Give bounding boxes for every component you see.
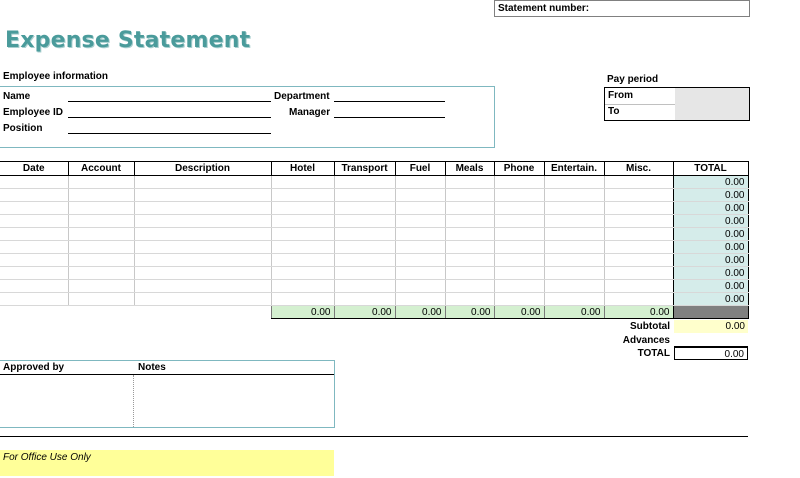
- row-total: 0.00: [673, 254, 748, 267]
- table-cell[interactable]: [334, 293, 395, 306]
- table-header-row: [0, 162, 748, 176]
- department-label: Department: [274, 91, 330, 102]
- table-cell[interactable]: [544, 202, 604, 215]
- table-cell[interactable]: [68, 189, 134, 202]
- column-header: Entertain.: [544, 162, 604, 176]
- table-cell[interactable]: [334, 228, 395, 241]
- table-cell[interactable]: [134, 280, 271, 293]
- page-title: Expense Statement: [5, 28, 251, 53]
- column-sums-row: [0, 306, 748, 319]
- table-cell[interactable]: [604, 267, 673, 280]
- table-cell[interactable]: [0, 176, 68, 189]
- table-cell[interactable]: [494, 215, 544, 228]
- table-cell[interactable]: [395, 202, 445, 215]
- table-cell[interactable]: [395, 267, 445, 280]
- table-row: [0, 267, 748, 280]
- table-cell[interactable]: [395, 280, 445, 293]
- blank-cell: [68, 306, 134, 319]
- column-sum: 0.00: [544, 306, 604, 319]
- blank-cell: [134, 306, 271, 319]
- table-cell[interactable]: [604, 280, 673, 293]
- table-cell[interactable]: [494, 176, 544, 189]
- table-cell[interactable]: [68, 280, 134, 293]
- table-cell[interactable]: [544, 254, 604, 267]
- table-cell[interactable]: [445, 176, 494, 189]
- table-cell[interactable]: [271, 215, 334, 228]
- table-cell[interactable]: [445, 280, 494, 293]
- table-cell[interactable]: [494, 202, 544, 215]
- table-cell[interactable]: [271, 176, 334, 189]
- column-sum: 0.00: [445, 306, 494, 319]
- table-cell[interactable]: [0, 241, 68, 254]
- table-cell[interactable]: [134, 228, 271, 241]
- table-cell[interactable]: [271, 293, 334, 306]
- table-cell[interactable]: [395, 293, 445, 306]
- table-cell[interactable]: [494, 254, 544, 267]
- table-cell[interactable]: [544, 189, 604, 202]
- table-cell[interactable]: [395, 254, 445, 267]
- employee-id-field[interactable]: [68, 117, 271, 118]
- column-sum: 0.00: [604, 306, 673, 319]
- table-cell[interactable]: [271, 241, 334, 254]
- table-cell[interactable]: [334, 189, 395, 202]
- table-cell[interactable]: [0, 267, 68, 280]
- table-cell[interactable]: [395, 241, 445, 254]
- table-cell[interactable]: [544, 215, 604, 228]
- table-cell[interactable]: [544, 241, 604, 254]
- pay-period-from-row: [605, 88, 749, 105]
- table-cell[interactable]: [271, 254, 334, 267]
- table-cell[interactable]: [334, 254, 395, 267]
- section-divider: [0, 436, 748, 437]
- row-total: 0.00: [673, 215, 748, 228]
- table-row: [0, 215, 748, 228]
- column-sum: 0.00: [395, 306, 445, 319]
- table-cell[interactable]: [68, 254, 134, 267]
- pay-period-heading: Pay period: [607, 74, 659, 85]
- table-cell[interactable]: [334, 280, 395, 293]
- table-row: [0, 254, 748, 267]
- notes-field[interactable]: [134, 375, 334, 427]
- table-row: [0, 189, 748, 202]
- employee-info-heading: Employee information: [3, 71, 109, 82]
- table-cell[interactable]: [134, 254, 271, 267]
- table-cell[interactable]: [544, 293, 604, 306]
- to-label: To: [608, 106, 620, 117]
- employee-info-box: [0, 86, 495, 148]
- table-cell[interactable]: [604, 254, 673, 267]
- position-field[interactable]: [68, 133, 271, 134]
- column-header: Description: [134, 162, 271, 176]
- office-use-label: For Office Use Only: [3, 452, 91, 463]
- table-cell[interactable]: [494, 267, 544, 280]
- table-cell[interactable]: [604, 202, 673, 215]
- row-total: 0.00: [673, 189, 748, 202]
- table-row: [0, 293, 748, 306]
- table-cell[interactable]: [604, 189, 673, 202]
- table-cell[interactable]: [445, 228, 494, 241]
- table-cell[interactable]: [445, 254, 494, 267]
- table-cell[interactable]: [271, 267, 334, 280]
- table-cell[interactable]: [68, 202, 134, 215]
- advances-field[interactable]: [674, 334, 748, 347]
- table-cell[interactable]: [0, 254, 68, 267]
- table-cell[interactable]: [134, 267, 271, 280]
- column-header: Hotel: [271, 162, 334, 176]
- table-cell[interactable]: [395, 189, 445, 202]
- table-cell[interactable]: [604, 215, 673, 228]
- table-cell[interactable]: [334, 215, 395, 228]
- grand-sum-cell: [673, 306, 748, 319]
- column-header: Fuel: [395, 162, 445, 176]
- table-cell[interactable]: [134, 176, 271, 189]
- table-cell[interactable]: [604, 228, 673, 241]
- table-cell[interactable]: [494, 293, 544, 306]
- table-cell[interactable]: [445, 267, 494, 280]
- table-cell[interactable]: [134, 215, 271, 228]
- table-cell[interactable]: [494, 228, 544, 241]
- table-cell[interactable]: [604, 176, 673, 189]
- table-cell[interactable]: [445, 241, 494, 254]
- name-field[interactable]: [68, 101, 271, 102]
- advances-label: Advances: [622, 335, 670, 346]
- row-total: 0.00: [673, 241, 748, 254]
- table-cell[interactable]: [395, 176, 445, 189]
- row-total: 0.00: [673, 202, 748, 215]
- subtotal-label: Subtotal: [630, 321, 670, 332]
- table-row: [0, 202, 748, 215]
- table-cell[interactable]: [134, 241, 271, 254]
- table-cell[interactable]: [134, 202, 271, 215]
- table-row: [0, 241, 748, 254]
- row-total: 0.00: [673, 293, 748, 306]
- table-cell[interactable]: [494, 189, 544, 202]
- table-cell[interactable]: [445, 215, 494, 228]
- column-header-total: TOTAL: [673, 162, 748, 176]
- blank-cell: [0, 306, 68, 319]
- manager-label: Manager: [289, 107, 331, 118]
- column-header: Misc.: [604, 162, 673, 176]
- to-field[interactable]: [675, 104, 749, 120]
- approved-by-label: Approved by: [3, 362, 65, 373]
- table-cell[interactable]: [445, 189, 494, 202]
- table-cell[interactable]: [445, 293, 494, 306]
- table-cell[interactable]: [68, 215, 134, 228]
- table-cell[interactable]: [334, 202, 395, 215]
- table-cell[interactable]: [68, 293, 134, 306]
- table-cell[interactable]: [604, 293, 673, 306]
- position-label: Position: [3, 123, 43, 134]
- pay-period-box: [604, 87, 750, 121]
- employee-id-label: Employee ID: [3, 107, 64, 118]
- table-row: [0, 228, 748, 241]
- table-cell[interactable]: [395, 215, 445, 228]
- table-cell[interactable]: [334, 241, 395, 254]
- subtotal-value: 0.00: [674, 320, 748, 333]
- column-header: Account: [68, 162, 134, 176]
- table-cell[interactable]: [271, 202, 334, 215]
- table-cell[interactable]: [334, 176, 395, 189]
- total-value: 0.00: [674, 347, 748, 360]
- manager-field[interactable]: [334, 117, 445, 118]
- table-cell[interactable]: [544, 267, 604, 280]
- from-field[interactable]: [675, 88, 749, 104]
- from-label: From: [608, 90, 633, 101]
- pay-period-to-row: [605, 104, 749, 120]
- table-cell[interactable]: [0, 280, 68, 293]
- table-cell[interactable]: [494, 280, 544, 293]
- table-cell[interactable]: [68, 241, 134, 254]
- column-header: Transport: [334, 162, 395, 176]
- table-cell[interactable]: [0, 228, 68, 241]
- table-cell[interactable]: [271, 280, 334, 293]
- table-cell[interactable]: [271, 228, 334, 241]
- row-total: 0.00: [673, 176, 748, 189]
- row-total: 0.00: [673, 228, 748, 241]
- table-cell[interactable]: [134, 189, 271, 202]
- column-header: Meals: [445, 162, 494, 176]
- table-cell[interactable]: [68, 228, 134, 241]
- total-label: TOTAL: [637, 348, 670, 359]
- row-total: 0.00: [673, 267, 748, 280]
- table-cell[interactable]: [544, 176, 604, 189]
- table-cell[interactable]: [494, 241, 544, 254]
- column-sum: 0.00: [271, 306, 334, 319]
- table-cell[interactable]: [544, 228, 604, 241]
- column-sum: 0.00: [334, 306, 395, 319]
- column-header: Date: [0, 162, 68, 176]
- table-row: [0, 280, 748, 293]
- column-header: Phone: [494, 162, 544, 176]
- department-field[interactable]: [334, 101, 445, 102]
- table-cell[interactable]: [544, 280, 604, 293]
- approved-by-field[interactable]: [0, 375, 133, 427]
- office-use-area[interactable]: [0, 450, 334, 476]
- name-label: Name: [3, 91, 31, 102]
- table-cell[interactable]: [68, 267, 134, 280]
- approval-box: [0, 360, 335, 428]
- table-cell[interactable]: [68, 176, 134, 189]
- table-cell[interactable]: [604, 241, 673, 254]
- table-cell[interactable]: [445, 202, 494, 215]
- table-cell[interactable]: [0, 189, 68, 202]
- table-cell[interactable]: [334, 267, 395, 280]
- notes-label: Notes: [138, 362, 166, 373]
- statement-number-field[interactable]: [494, 0, 750, 17]
- table-cell[interactable]: [271, 189, 334, 202]
- table-cell[interactable]: [134, 293, 271, 306]
- column-sum: 0.00: [494, 306, 544, 319]
- table-cell[interactable]: [0, 202, 68, 215]
- table-row: [0, 176, 748, 189]
- statement-number-label: Statement number:: [498, 3, 590, 14]
- expense-table: [0, 161, 749, 319]
- table-cell[interactable]: [0, 215, 68, 228]
- table-cell[interactable]: [0, 293, 68, 306]
- row-total: 0.00: [673, 280, 748, 293]
- table-cell[interactable]: [395, 228, 445, 241]
